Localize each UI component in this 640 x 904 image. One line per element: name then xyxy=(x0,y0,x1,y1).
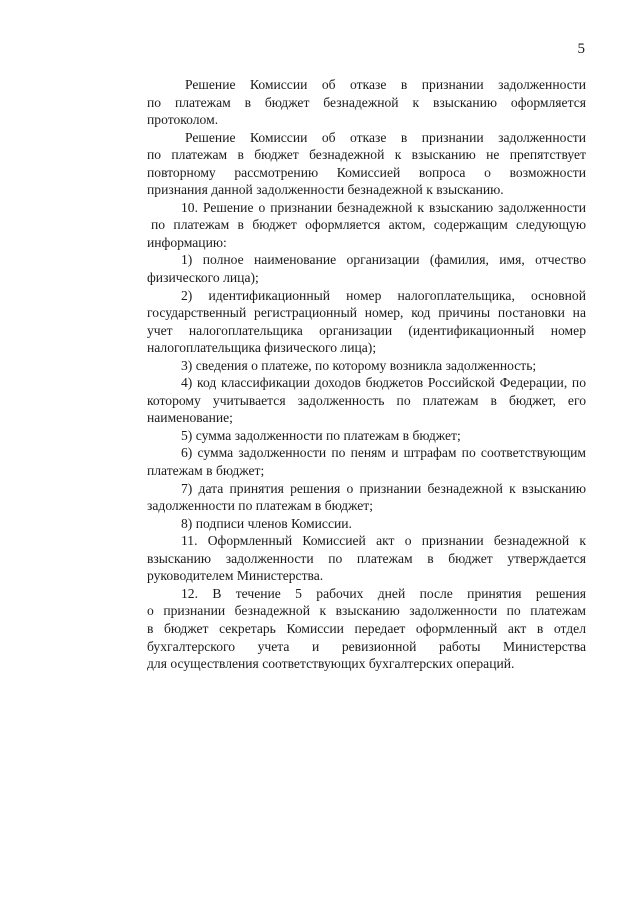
paragraph-subitem-2 xyxy=(113,287,586,357)
document-body xyxy=(113,76,586,673)
text-line: которому учитывается задолженность по платежам в бюджет, его xyxy=(147,392,586,408)
text-line: учет налогоплательщика организации (идентификационный номер xyxy=(147,322,586,338)
paragraph-subitem-7 xyxy=(113,480,586,515)
text-line: признания данной задолженности безнадежной к взысканию. xyxy=(147,182,504,198)
text-line: информацию: xyxy=(147,234,227,250)
text-line: 12. В течение 5 рабочих дней после принятия решения xyxy=(181,585,586,601)
text-line: бухгалтерского учета и ревизионной работы Министерства xyxy=(147,638,586,654)
paragraph-subitem-4 xyxy=(113,374,586,427)
paragraph-item-11 xyxy=(113,532,586,585)
text-line: 5) сумма задолженности по платежам в бюджет; xyxy=(181,427,461,443)
text-line: 6) сумма задолженности по пеням и штрафам по соответствующим xyxy=(181,445,586,461)
text-line: 2) идентификационный номер налогоплательщика, основной xyxy=(181,287,586,303)
paragraph-item-10 xyxy=(113,199,586,252)
page-number: 5 xyxy=(577,41,585,57)
text-line: о признании безнадежной к взысканию задолженности по платежам xyxy=(147,603,586,619)
text-line: 10. Решение о признании безнадежной к взысканию задолженности xyxy=(181,199,586,215)
text-line: повторному рассмотрению Комиссией вопроса о возможности xyxy=(147,164,586,180)
text-line: физического лица); xyxy=(147,270,259,286)
paragraph-subitem-3 xyxy=(113,357,586,375)
paragraph-protocol-refusal xyxy=(113,76,586,129)
text-line: 8) подписи членов Комиссии. xyxy=(181,515,352,531)
text-line: протоколом. xyxy=(147,112,219,128)
text-line: задолженности по платежам в бюджет; xyxy=(147,498,373,514)
text-line: 7) дата принятия решения о признании безнадежной к взысканию xyxy=(181,480,586,496)
text-line: по платежам в бюджет безнадежной к взысканию не препятствует xyxy=(147,147,586,163)
text-line: в бюджет секретарь Комиссии передает оформленный акт в отдел xyxy=(147,620,586,636)
paragraph-item-12 xyxy=(113,585,586,673)
text-line: государственный регистрационный номер, код причины постановки на xyxy=(147,305,586,321)
text-line: 4) код классификации доходов бюджетов Российской Федерации, по xyxy=(181,375,586,391)
text-line: для осуществления соответствующих бухгалтерских операций. xyxy=(147,656,515,672)
text-line: по платежам в бюджет оформляется актом, содержащим следующую xyxy=(151,217,586,233)
paragraph-repeat-review xyxy=(113,129,586,199)
paragraph-subitem-6 xyxy=(113,444,586,479)
text-line: налогоплательщика физического лица); xyxy=(147,340,377,356)
paragraph-subitem-1 xyxy=(113,251,586,286)
paragraph-subitem-8 xyxy=(113,515,586,533)
text-line: по платежам в бюджет безнадежной к взысканию оформляется xyxy=(147,94,586,110)
paragraph-subitem-5 xyxy=(113,427,586,445)
text-line: 1) полное наименование организации (фамилия, имя, отчество xyxy=(181,252,586,268)
text-line: взысканию задолженности по платежам в бюджет утверждается xyxy=(147,550,586,566)
text-line: руководителем Министерства. xyxy=(147,568,324,584)
text-line: 11. Оформленный Комиссией акт о признании безнадежной к xyxy=(181,533,586,549)
text-line: Решение Комиссии об отказе в признании задолженности xyxy=(185,77,586,92)
text-line: платежам в бюджет; xyxy=(147,463,265,479)
text-line: 3) сведения о платеже, по которому возникла задолженность; xyxy=(181,357,537,373)
text-line: Решение Комиссии об отказе в признании задолженности xyxy=(185,129,586,145)
text-line: наименование; xyxy=(147,410,233,426)
